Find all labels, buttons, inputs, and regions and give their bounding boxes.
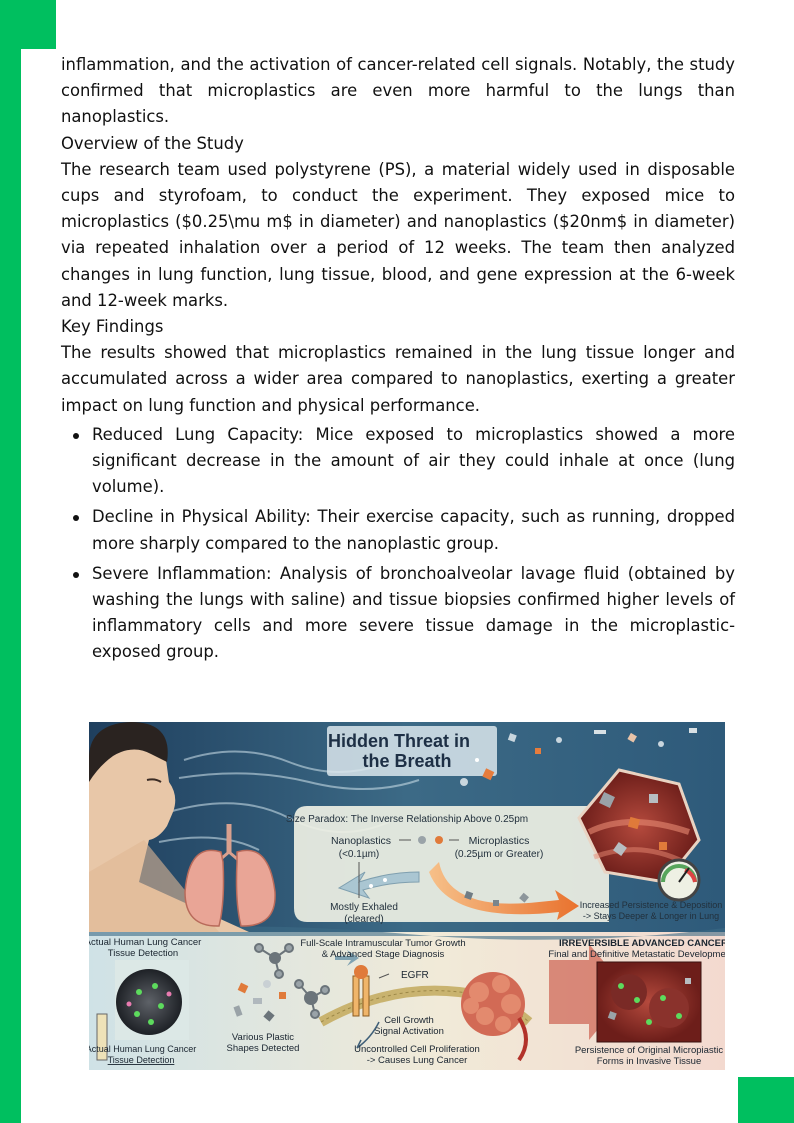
findings-heading: Key Findings <box>61 317 164 337</box>
overview-paragraph: The research team used polystyrene (PS), a material widely used in disposable cups and styrofoam, to conduct the experiment. They exposed mice to microplastics ($0.25\mu m$ in diameter) and nanoplastics ($20nm$ in diameter) via repeated inhalation over a period of 12 weeks. The team then analyzed changes in lung function, lung tissue, blood, and gene expression at the 6-week and 12-week marks. <box>61 159 735 310</box>
top-accent-block <box>0 0 56 49</box>
finding-physical-ability: Decline in Physical Ability: Their exercise capacity, such as running, dropped more sharply compared to the nanoplastic group. <box>61 504 735 556</box>
infographic-figure <box>89 722 725 1070</box>
original-forms-line2: Forms in Invasive Tissue <box>596 1056 702 1067</box>
microplastics-label: Microplastics <box>468 835 530 847</box>
overview-heading: Overview of the Study <box>61 133 244 153</box>
advanced-cancer-tissue <box>597 962 701 1042</box>
tumor-growth-line1: Full-Scale Intramuscular Tumor Growth <box>300 938 466 949</box>
findings-intro-paragraph: The results showed that microplastics remained in the lung tissue longer and accumulated across a wider area compared to nanoplastics, exerting a greater impact on lung function and physical performance. <box>61 343 735 415</box>
signal-activation-line2: Signal Activation <box>374 1026 444 1037</box>
persistence-label-line2: -> Stays Deeper & Longer in Lung <box>582 911 720 921</box>
nanoplastics-size: (<0.1µm) <box>338 849 380 860</box>
infographic-svg <box>89 722 725 1070</box>
finding-inflammation: Severe Inflammation: Analysis of bronchoalveolar lavage fluid (obtained by washing the lungs with saline) and tissue biopsies confirmed higher levels of inflammatory cells and more severe tissue damage in the microplastic-exposed group. <box>61 561 735 666</box>
bottom-right-accent-block <box>738 1077 794 1123</box>
plastic-shapes-label-line1: Various Plastic <box>231 1032 295 1043</box>
figure-title-line1: Hidden Threat in <box>327 731 471 751</box>
cancer-detection-bottom-line2: Tissue Detection <box>107 1055 175 1065</box>
article-body <box>61 52 735 670</box>
figure-title-line2: the Breath <box>362 751 452 771</box>
irreversible-subtitle: Final and Definitive Metastatic Development <box>548 949 725 960</box>
cancer-detection-title-line1: Actual Human Lung Cancer <box>89 937 202 948</box>
plastic-shapes-label-line2: Shapes Detected <box>226 1043 300 1054</box>
proliferation-line1: Uncontrolled Cell Proliferation <box>354 1044 480 1055</box>
persistence-label-line1: Increased Persistence & Deposition <box>579 900 723 910</box>
nanoplastics-label: Nanoplastics <box>330 835 392 847</box>
cancer-detection-bottom-line1: Actual Human Lung Cancer <box>89 1044 197 1054</box>
irreversible-title: IRREVERSIBLE ADVANCED CANCER: <box>558 938 725 949</box>
egfr-label: EGFR <box>401 970 429 981</box>
proliferation-line2: -> Causes Lung Cancer <box>366 1055 468 1066</box>
original-forms-line1: Persistence of Original Micropiastic <box>574 1045 724 1056</box>
size-paradox-label: Size Paradox: The Inverse Relationship Above 0.25pm <box>285 814 529 825</box>
finding-lung-capacity: Reduced Lung Capacity: Mice exposed to microplastics showed a more significant decrease in the amount of air they could inhale at once (lung volume). <box>61 422 735 501</box>
signal-activation-line1: Cell Growth <box>384 1015 434 1026</box>
cancer-detection-title-line2: Tissue Detection <box>107 948 179 959</box>
exhaled-label-line2: (cleared) <box>344 914 384 925</box>
exhaled-label-line1: Mostly Exhaled <box>330 902 398 913</box>
tumor-growth-line2: & Advanced Stage Diagnosis <box>321 949 445 960</box>
microplastics-size: (0.25µm or Greater) <box>454 849 544 860</box>
intro-paragraph: inflammation, and the activation of cancer-related cell signals. Notably, the study confirmed that microplastics are even more harmful to the lungs than nanoplastics. <box>61 55 735 127</box>
findings-list <box>61 422 735 666</box>
gauge-icon <box>659 860 699 900</box>
left-accent-bar <box>0 0 21 1123</box>
